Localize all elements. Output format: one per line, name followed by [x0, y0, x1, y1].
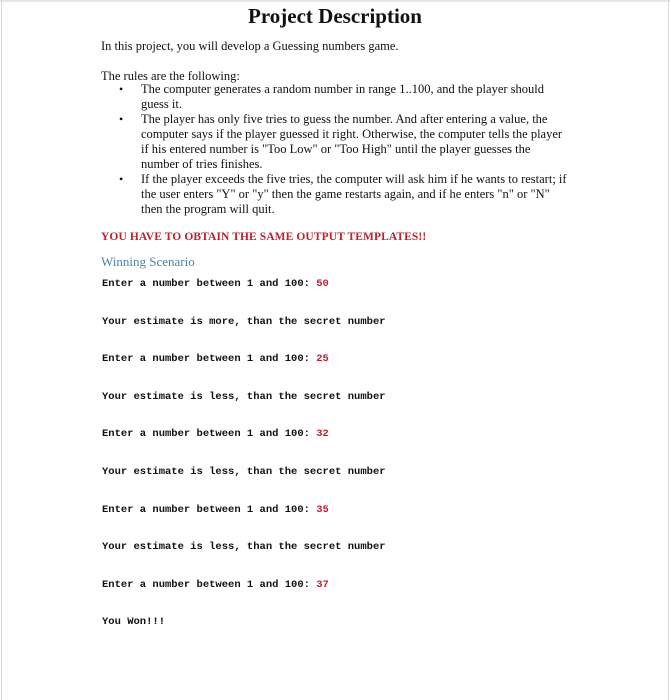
rules-heading: The rules are the following: — [101, 69, 240, 83]
bullet-icon: • — [119, 112, 124, 127]
console-line: Your estimate is more, than the secret number — [102, 315, 386, 328]
console-line: Enter a number between 1 and 100: 35 — [102, 503, 329, 516]
console-line: Your estimate is less, than the secret number — [102, 390, 386, 403]
console-output — [102, 278, 386, 654]
rule-item — [101, 112, 571, 171]
rule-text: If the player exceeds the five tries, the computer will ask him if he wants to restart; if the user enters "Y" or "y" then the game restarts again, and if he enters "n" or "N" then the program will quit. — [141, 172, 567, 216]
input-value: 35 — [316, 503, 329, 516]
console-line: Enter a number between 1 and 100: 32 — [102, 428, 329, 441]
page-title: Project Description — [248, 4, 422, 28]
rule-text: The computer generates a random number in range 1..100, and the player should guess it. — [141, 82, 544, 111]
console-line: Your estimate is less, than the secret number — [102, 465, 386, 478]
console-line: Enter a number between 1 and 100: 50 — [102, 278, 329, 290]
rule-text: The player has only five tries to guess the number. And after entering a value, the computer says if the player guessed it right. Otherwise, the computer tells the player if his entered number is "Too Low" or "Too High" until the player guesses the number of tries finishes. — [141, 112, 563, 171]
rule-item — [101, 82, 571, 111]
console-line: Enter a number between 1 and 100: 37 — [102, 578, 329, 591]
rules-list — [101, 82, 571, 217]
console-line: You Won!!! — [102, 616, 166, 629]
console-line: Your estimate is less, than the secret number — [102, 541, 386, 554]
page-edge-left — [1, 0, 2, 700]
input-value: 25 — [316, 353, 329, 366]
input-value: 32 — [316, 428, 329, 441]
input-value: 50 — [316, 278, 329, 290]
intro-paragraph: In this project, you will develop a Guessing numbers game. — [101, 39, 399, 53]
scenario-label: Winning Scenario — [101, 254, 195, 269]
rule-item — [101, 172, 571, 216]
bullet-icon: • — [119, 172, 124, 187]
input-value: 37 — [316, 578, 329, 591]
warning-text: YOU HAVE TO OBTAIN THE SAME OUTPUT TEMPLATES!! — [101, 231, 427, 243]
console-line: Enter a number between 1 and 100: 25 — [102, 353, 329, 366]
bullet-icon: • — [119, 82, 124, 96]
top-border — [0, 0, 670, 2]
page-edge-right — [668, 0, 669, 700]
